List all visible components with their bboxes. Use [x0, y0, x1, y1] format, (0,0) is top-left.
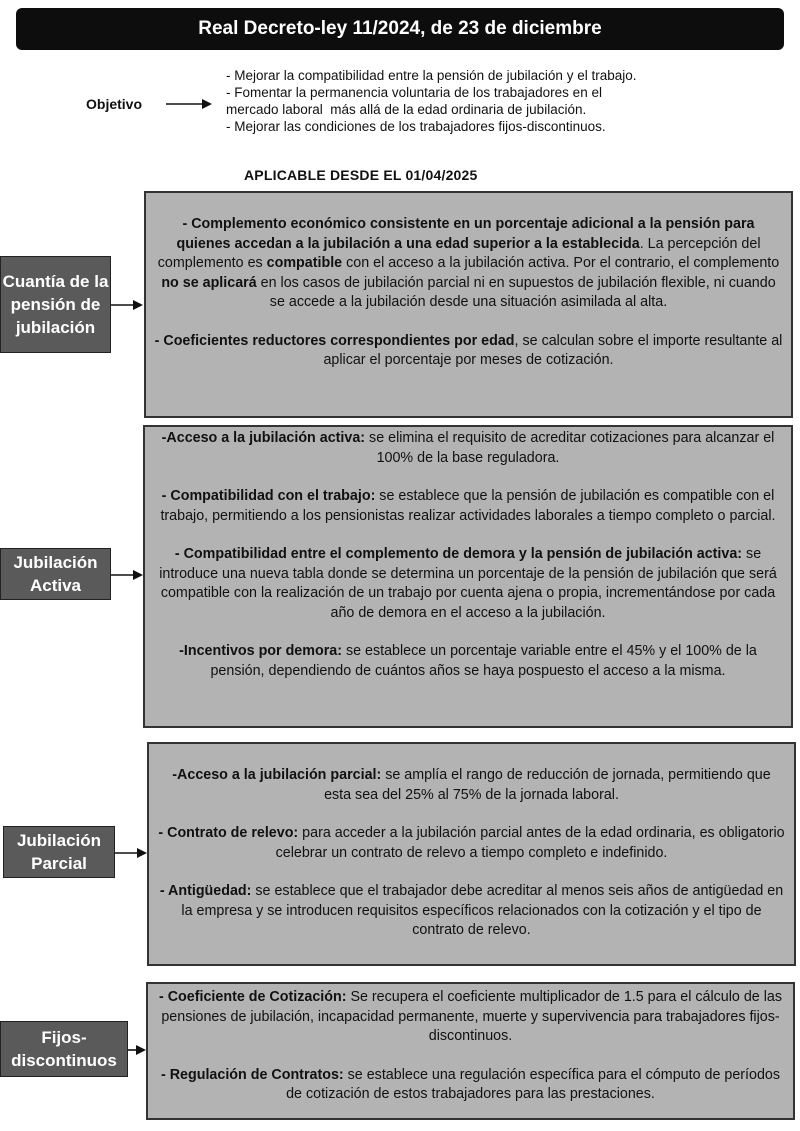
section-label-jubilacion-activa: Jubilación Activa — [0, 548, 111, 600]
section-box-cuantia — [144, 191, 793, 418]
section-paragraph — [154, 332, 783, 371]
section-paragraph — [153, 429, 783, 468]
arrow-right-icon — [111, 568, 145, 582]
section-box-jubilacion-activa — [143, 425, 793, 728]
section-box-fijos-discontinuos — [146, 982, 795, 1120]
bold-text: - Coeficientes reductores correspondientes por edad — [154, 332, 515, 349]
title-bar — [16, 8, 784, 50]
arrow-right-icon — [115, 846, 149, 860]
bold-text: - Antigüedad: — [159, 883, 252, 899]
text: para acceder a la jubilación parcial antes de la edad ordinaria, es obligatorio celebrar un contrato de relevo a tiempo completo e indefinido. — [275, 825, 785, 861]
text: se elimina el requisito de acreditar cotizaciones para alcanzar el 100% de la base reguladora. — [365, 430, 775, 466]
objective-label: Objetivo — [86, 96, 143, 112]
text: . La percepción del complemento es — [157, 235, 761, 271]
bold-text: -Acceso a la jubilación activa: — [161, 430, 366, 446]
applicable-since: APLICABLE DESDE EL 01/04/2025 — [244, 167, 478, 183]
section-paragraph — [156, 1066, 785, 1105]
section-paragraph — [157, 824, 786, 863]
objective-line: - Mejorar la compatibilidad entre la pensión de jubilación y el trabajo. — [226, 68, 637, 83]
text: se establece que el trabajador debe acreditar al menos seis años de antigüedad en la empresa y se introducen requisitos específicos relacionados con la cotización y el tipo de contrato de relevo. — [181, 883, 784, 938]
arrow-right-icon — [111, 298, 145, 312]
text: con el acceso a la jubilación activa. Por el contrario, el complemento — [342, 255, 780, 271]
section-paragraph — [153, 642, 783, 681]
bold-text: - Compatibilidad con el trabajo: — [161, 488, 376, 504]
text: se establece una regulación específica para el cómputo de períodos de cotización de estos trabajadores para las prestaciones. — [286, 1066, 781, 1102]
bold-text: - Coeficiente de Cotización: — [159, 989, 347, 1005]
text: se establece un porcentaje variable entre el 45% y el 100% de la pensión, dependiendo de cuántos años se haya pospuesto el acceso a la misma. — [210, 643, 757, 679]
section-label-jubilacion-parcial: Jubilación Parcial — [3, 826, 115, 878]
section-paragraph — [157, 766, 786, 805]
text: Se recupera el coeficiente multiplicador de 1.5 para el cálculo de las pensiones de jubilación, incapacidad permanente, muerte y supervivencia para trabajadores fijos-discontinuos. — [161, 989, 782, 1044]
section-label-cuantia: Cuantía de la pensión de jubilación — [0, 256, 111, 353]
bold-text: - Complemento económico consistente en un porcentaje adicional a la pensión para quienes accedan a la jubilación a una edad superior a la establecida — [176, 216, 755, 252]
section-box-jubilacion-parcial — [147, 742, 796, 966]
bold-text: -Acceso a la jubilación parcial: — [172, 767, 382, 783]
bold-text: - Regulación de Contratos: — [160, 1066, 344, 1083]
section-paragraph — [157, 882, 786, 941]
text: se introduce una nueva tabla donde se determina un porcentaje de la pensión de jubilación que será compatible con la realización de un trabajo por cuenta ajena o propia, incrementándose por cada año de demora en el acceso a la jubilación. — [159, 546, 777, 621]
objective-line: mercado laboral más allá de la edad ordinaria de jubilación. — [226, 102, 587, 117]
bold-text: - Contrato de relevo: — [158, 825, 299, 841]
section-paragraph — [154, 215, 783, 313]
objective-line: - Fomentar la permanencia voluntaria de los trabajadores en el — [226, 85, 602, 100]
arrow-right-icon — [128, 1043, 148, 1057]
bold-text: -Incentivos por demora: — [179, 643, 342, 659]
text: , se calculan sobre el importe resultante al aplicar el porcentaje por meses de cotización. — [323, 332, 783, 368]
objective-arrow-icon — [166, 97, 214, 111]
bold-text: compatible — [266, 255, 343, 271]
text: se establece que la pensión de jubilación es compatible con el trabajo, permitiendo a los pensionistas realizar actividades laborales a tiempo completo o parcial. — [160, 488, 776, 524]
section-paragraph — [156, 988, 785, 1047]
bold-text: - Compatibilidad entre el complemento de demora y la pensión de jubilación activa: — [174, 546, 743, 562]
objective-line: - Mejorar las condiciones de los trabajadores fijos-discontinuos. — [226, 119, 606, 134]
section-label-fijos-discontinuos: Fijos-discontinuos — [0, 1021, 128, 1077]
section-paragraph — [153, 545, 783, 623]
text: se amplía el rango de reducción de jornada, permitiendo que esta sea del 25% al 75% de la jornada laboral. — [324, 767, 771, 803]
objective-list — [226, 67, 766, 135]
section-paragraph — [153, 487, 783, 526]
bold-text: no se aplicará — [161, 274, 257, 291]
text: en los casos de jubilación parcial ni en supuestos de jubilación flexible, ni cuando se accede a la jubilación desde una situación asimilada al alta. — [256, 274, 776, 310]
page-title: Real Decreto-ley 11/2024, de 23 de diciembre — [198, 18, 602, 39]
